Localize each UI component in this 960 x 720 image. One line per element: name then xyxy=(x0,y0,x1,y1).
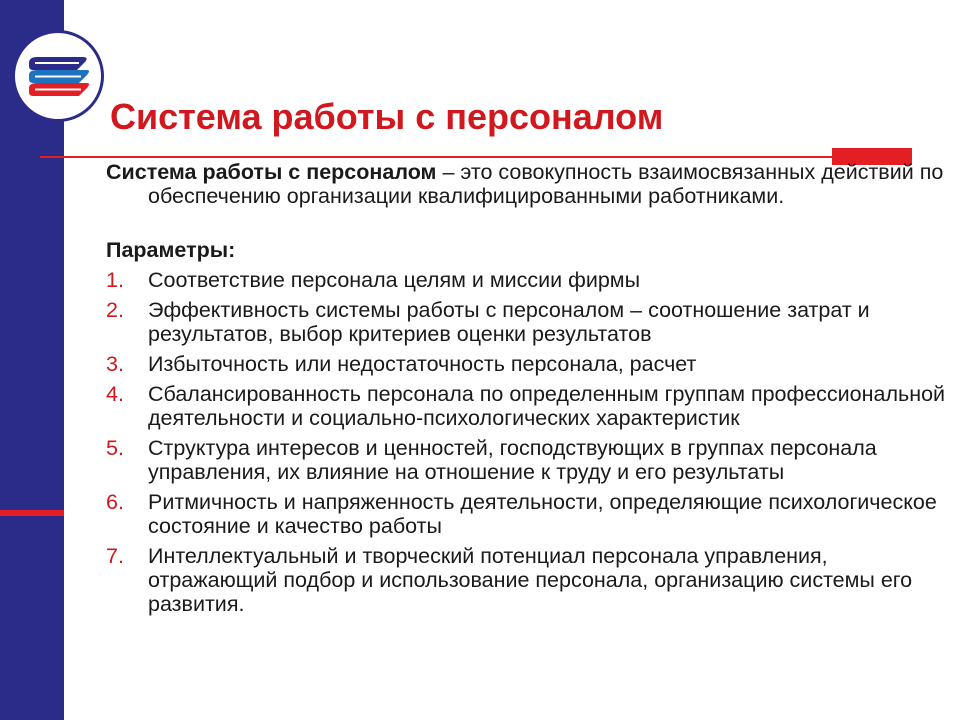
list-item-number: 4. xyxy=(106,382,124,406)
list-item xyxy=(106,436,946,484)
list-item-text: Структура интересов и ценностей, господствующих в группах персонала управления, их влияние на отношение к труду и его результаты xyxy=(148,436,877,484)
logo xyxy=(12,30,104,122)
list-item xyxy=(106,382,946,430)
list-item-number: 2. xyxy=(106,298,124,322)
definition-paragraph xyxy=(106,160,946,208)
list-item xyxy=(106,352,946,376)
slide-title: Система работы с персоналом xyxy=(110,96,664,137)
params-heading: Параметры: xyxy=(106,238,236,262)
list-item-text: Эффективность системы работы с персоналом – соотношение затрат и результатов, выбор критериев оценки результатов xyxy=(148,298,870,346)
list-item-number: 6. xyxy=(106,490,124,514)
list-item-number: 3. xyxy=(106,352,124,376)
definition-term: Система работы с персоналом xyxy=(106,160,437,184)
definition-text: – это совокупность взаимосвязанных действий по обеспечению организации квалифицированными работниками. xyxy=(148,160,944,208)
list-item-text: Избыточность или недостаточность персонала, расчет xyxy=(148,352,697,376)
params-list xyxy=(106,268,946,616)
list-item xyxy=(106,544,946,616)
list-item-text: Сбалансированность персонала по определенным группам профессиональной деятельности и социально-психологических характеристик xyxy=(148,382,946,430)
books-logo-icon xyxy=(15,33,101,119)
list-item-text: Ритмичность и напряженность деятельности, определяющие психологическое состояние и качество работы xyxy=(148,490,937,538)
list-item-number: 1. xyxy=(106,268,124,292)
list-item-text: Соответствие персонала целям и миссии фирмы xyxy=(148,268,641,292)
list-item xyxy=(106,490,946,538)
sidebar-red-stripe xyxy=(0,510,64,516)
list-item xyxy=(106,298,946,346)
list-item-number: 5. xyxy=(106,436,124,460)
list-item-text: Интеллектуальный и творческий потенциал персонала управления, отражающий подбор и использование персонала, организацию системы его развития. xyxy=(148,544,913,616)
list-item xyxy=(106,268,946,292)
list-item-number: 7. xyxy=(106,544,124,568)
slide-body xyxy=(106,160,946,622)
title-underline xyxy=(40,156,840,158)
